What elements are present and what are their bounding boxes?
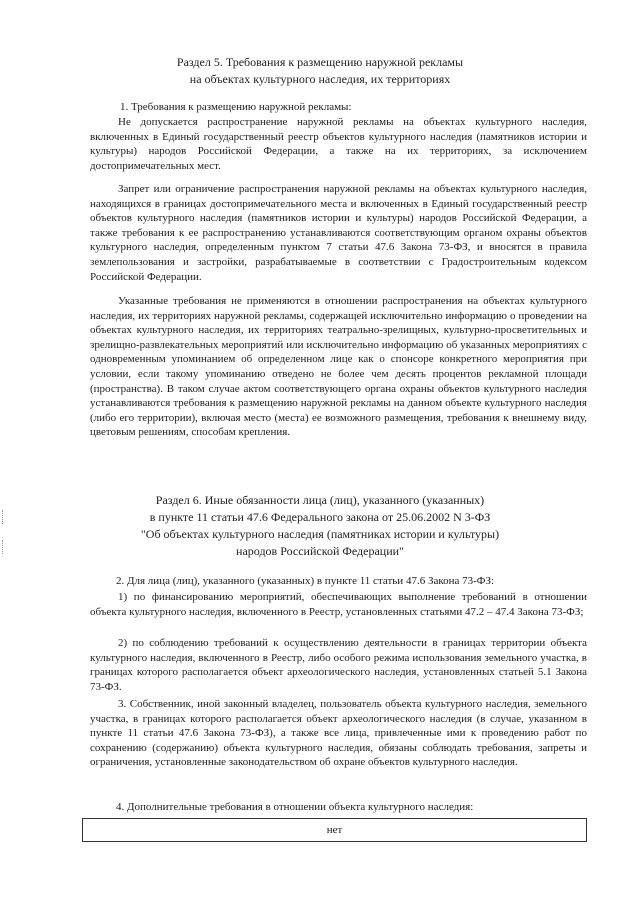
item-2-subitem-1	[90, 590, 587, 619]
section-6-title	[60, 492, 580, 560]
item-4-heading: 4. Дополнительные требования в отношении объекта культурного наследия:	[116, 801, 474, 813]
item-2-subitem-2-text: 2) по соблюдению требований к осуществлению деятельности в границах территории объекта культурного наследия, включенного в Реестр, либо особого режима использования земельного участка, в границах которого располагается объект археологического наследия, установленных статьей 5.1 Закона 73-ФЗ.	[90, 637, 587, 693]
scan-edge-mark	[2, 510, 7, 524]
item-2-subitem-2	[90, 636, 587, 694]
item-1-heading: 1. Требования к размещению наружной рекламы:	[120, 101, 352, 113]
item-2-subitem-1-text: 1) по финансированию мероприятий, обеспечивающих выполнение требований в отношении объекта культурного наследия, включенного в Реестр, установленных статьями 47.2 – 47.4 Закона 73-ФЗ;	[90, 591, 587, 618]
item-1-paragraph-3-text: Указанные требования не применяются в отношении распространения на объектах культурного наследия, их территориях наружной рекламы, содержащей исключительно информацию о проведении на объектах культурного наследия, их территориях театрально-зрелищных, культурно-просветительных и зрелищно-развлекательных мероприятий или исключительно информацию об указанных мероприятиях с одновременным упоминанием об определенном лице как о спонсоре конкретного мероприятия при условии, если такому упоминанию отведено не более чем десять процентов рекламной площади (пространства). В таком случае актом соответствующего органа охраны объектов культурного наследия устанавливаются требования к размещению наружной рекламы на данном объекте культурного наследия (либо его территории), включая место (места) ее возможного размещения, требования к внешнему виду, цветовым решениям, способам крепления.	[90, 295, 587, 439]
section-6-title-line1: Раздел 6. Иные обязанности лица (лиц), указанного (указанных)	[155, 493, 485, 507]
item-1-paragraph-1-text: Не допускается распространение наружной рекламы на объектах культурного наследия, включенных в Единый государственный реестр объектов культурного наследия (памятников истории и культуры) народов Российской Федерации, а также на их территориях, за исключением достопримечательных мест.	[90, 116, 587, 172]
section-5-title	[60, 54, 580, 88]
section-6-title-line3: "Об объектах культурного наследия (памятниках истории и культуры)	[140, 527, 500, 541]
section-6-title-line4: народов Российской Федерации"	[236, 544, 404, 558]
item-1-paragraph-2	[90, 182, 587, 284]
item-3-paragraph-text: 3. Собственник, иной законный владелец, пользователь объекта культурного наследия, земельного участка, в границах которого располагается объект археологического наследия (в случае, указанном в пункте 11 статьи 47.6 Закона 73-ФЗ), а также все лица, привлеченные ими к проведению работ по сохранению (содержанию) объекта культурного наследия, обязаны соблюдать требования, запреты и ограничения, установленные законодательством об охране объектов культурного наследия.	[90, 698, 587, 769]
section-5-title-line2: на объектах культурного наследия, их территориях	[189, 72, 451, 86]
item-2-heading: 2. Для лица (лиц), указанного (указанных) в пункте 11 статьи 47.6 Закона 73-ФЗ:	[116, 575, 495, 587]
scan-edge-mark	[2, 540, 7, 554]
item-3-paragraph	[90, 697, 587, 770]
section-6-title-line2: в пункте 11 статьи 47.6 Федерального закона от 25.06.2002 N 3-ФЗ	[149, 510, 491, 524]
item-1-paragraph-2-text: Запрет или ограничение распространения наружной рекламы на объектах культурного наследия, находящихся в границах достопримечательного места и включенных в Единый государственный реестр объектов культурного наследия (памятников истории и культуры) народов Российской Федерации, а также требования к ее распространению устанавливаются соответствующим органом охраны объектов культурного наследия, определенным пунктом 7 статьи 47.6 Закона 73-ФЗ, и вносятся в правила землепользования и застройки, разрабатываемые в соответствии с Градостроительным кодексом Российской Федерации.	[90, 183, 587, 283]
additional-requirements-box: нет	[82, 818, 587, 842]
item-1-paragraph-1	[90, 115, 587, 173]
section-5-title-line1: Раздел 5. Требования к размещению наружной рекламы	[176, 55, 464, 69]
item-1-paragraph-3	[90, 294, 587, 440]
